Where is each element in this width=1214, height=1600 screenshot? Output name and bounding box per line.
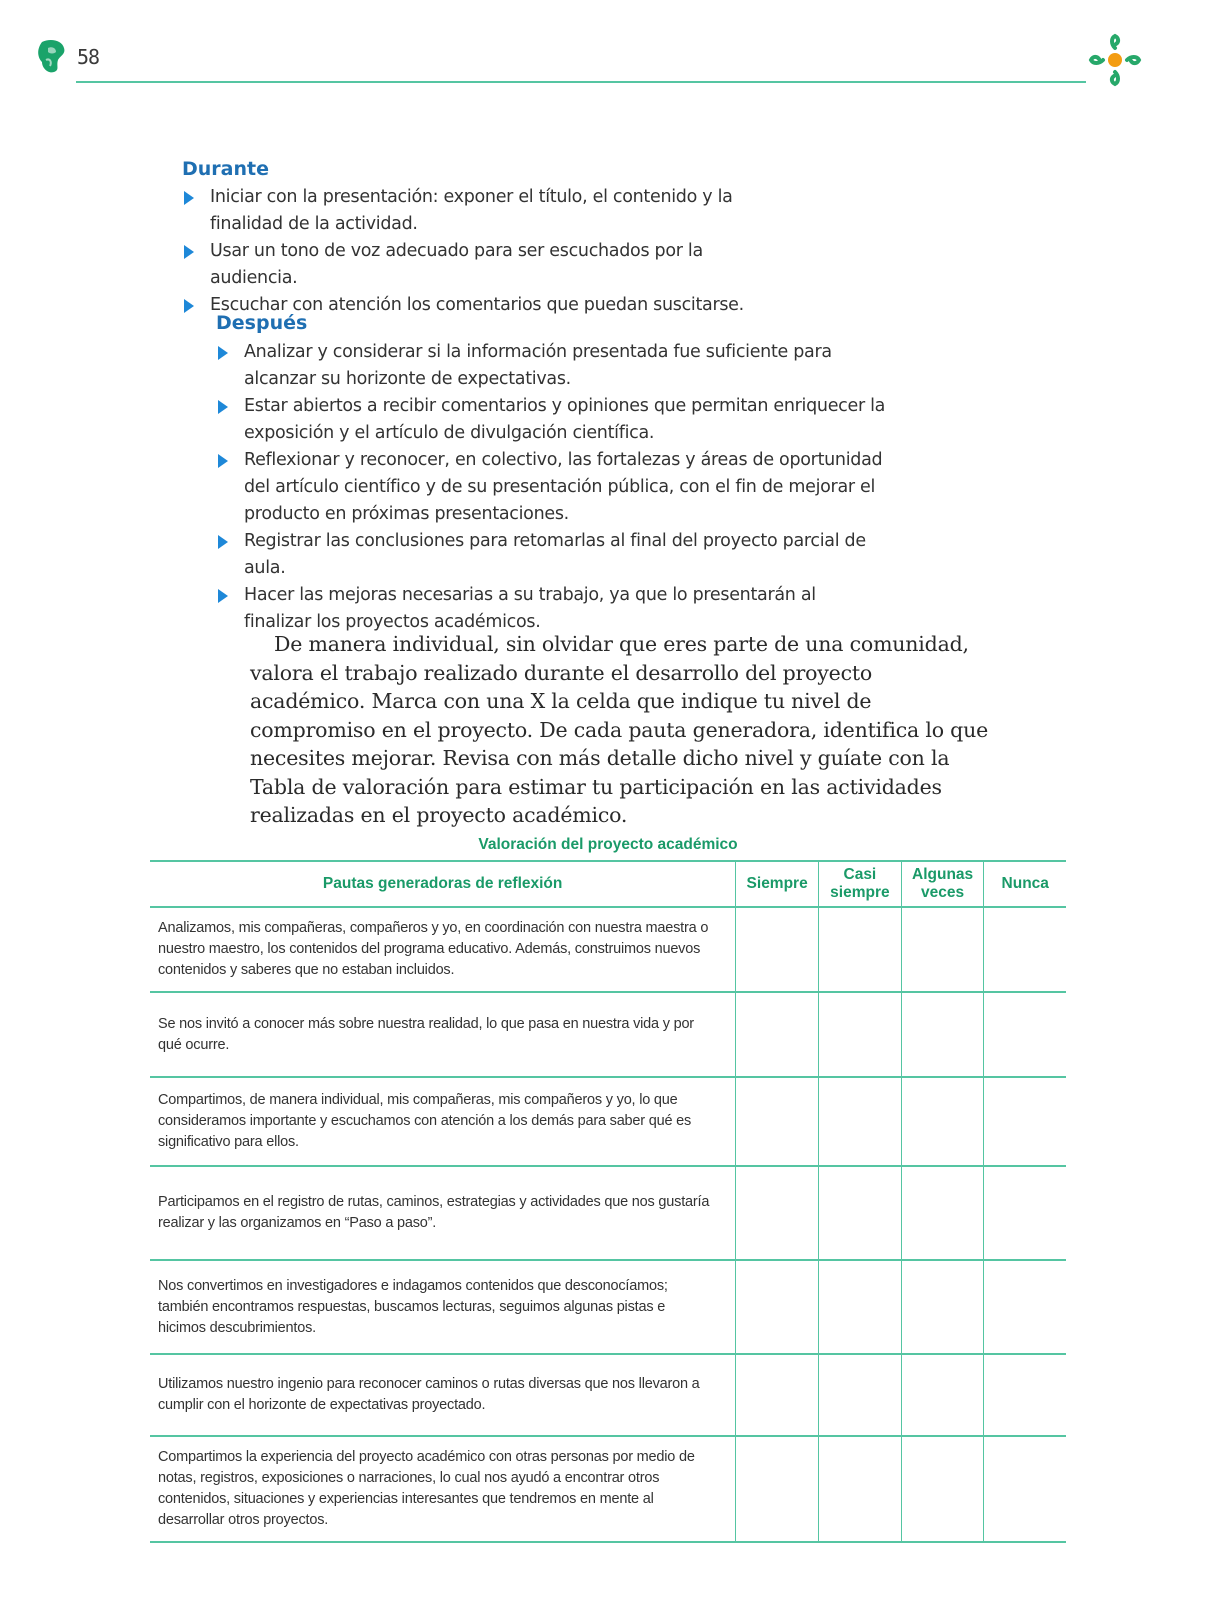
- table-row: [150, 907, 1066, 992]
- algunas-veces-cell[interactable]: [901, 907, 984, 992]
- list-item: Analizar y considerar si la información presentada fue suficiente para alcanzar su horizonte de expectativas.: [216, 339, 886, 393]
- header-pautas: Pautas generadoras de reflexión: [150, 861, 736, 907]
- table-row: [150, 1077, 1066, 1166]
- list-item: Iniciar con la presentación: exponer el título, el contenido y la finalidad de la actividad.: [182, 184, 782, 238]
- algunas-veces-cell[interactable]: [901, 992, 984, 1077]
- arrow-bullet-icon: [218, 400, 228, 414]
- table-header-row: [150, 861, 1066, 907]
- list-item: Registrar las conclusiones para retomarlas al final del proyecto parcial de aula.: [216, 528, 886, 582]
- table-row: [150, 1436, 1066, 1542]
- criterion-cell: Compartimos la experiencia del proyecto académico con otras personas por medio de notas, registros, exposiciones o narraciones, lo cual nos ayudó a encontrar otros contenidos, situaciones y experiencias interesantes que tendremos en mente al desarrollar otros proyectos.: [150, 1436, 736, 1542]
- arrow-bullet-icon: [218, 589, 228, 603]
- casi-siempre-cell[interactable]: [819, 1077, 902, 1166]
- casi-siempre-cell[interactable]: [819, 907, 902, 992]
- table-row: [150, 1354, 1066, 1436]
- criterion-cell: Participamos en el registro de rutas, caminos, estrategias y actividades que nos gustaría realizar y las organizamos en “Paso a paso”.: [150, 1166, 736, 1260]
- algunas-veces-cell[interactable]: [901, 1260, 984, 1354]
- arrow-bullet-icon: [218, 535, 228, 549]
- header-rule: [76, 81, 1086, 83]
- table-row: [150, 992, 1066, 1077]
- flower-logo-icon: [1085, 30, 1145, 90]
- algunas-veces-cell[interactable]: [901, 1436, 984, 1542]
- intro-paragraph: De manera individual, sin olvidar que eres parte de una comunidad, valora el trabajo realizado durante el desarrollo del proyecto académico. Marca con una X la celda que indique tu nivel de compromiso en el proyecto. De cada pauta generadora, identifica lo que necesites mejorar. Revisa con más detalle dicho nivel y guíate con la Tabla de valoración para estimar tu participación en las actividades realizadas en el proyecto académico.: [250, 632, 989, 827]
- casi-siempre-cell[interactable]: [819, 1436, 902, 1542]
- list-item: Estar abiertos a recibir comentarios y opiniones que permitan enriquecer la exposición y el artículo de divulgación científica.: [216, 393, 886, 447]
- list-item: Reflexionar y reconocer, en colectivo, las fortalezas y áreas de oportunidad del artículo científico y de su presentación pública, con el fin de mejorar el producto en próximas presentaciones.: [216, 447, 886, 528]
- nunca-cell[interactable]: [984, 1166, 1066, 1260]
- siempre-cell[interactable]: [736, 1436, 819, 1542]
- casi-siempre-cell[interactable]: [819, 1354, 902, 1436]
- nunca-cell[interactable]: [984, 1077, 1066, 1166]
- siempre-cell[interactable]: [736, 1166, 819, 1260]
- green-leaf-icon: [36, 38, 68, 74]
- despues-title: Después: [216, 312, 308, 334]
- list-item: Escuchar con atención los comentarios que puedan suscitarse.: [182, 292, 782, 319]
- table-row: [150, 1166, 1066, 1260]
- casi-siempre-cell[interactable]: [819, 1166, 902, 1260]
- durante-list: [182, 184, 782, 319]
- nunca-cell[interactable]: [984, 1260, 1066, 1354]
- arrow-bullet-icon: [218, 346, 228, 360]
- header-siempre: Siempre: [736, 861, 819, 907]
- arrow-bullet-icon: [184, 245, 194, 259]
- siempre-cell[interactable]: [736, 907, 819, 992]
- casi-siempre-cell[interactable]: [819, 1260, 902, 1354]
- siempre-cell[interactable]: [736, 1077, 819, 1166]
- table-row: [150, 1260, 1066, 1354]
- algunas-veces-cell[interactable]: [901, 1354, 984, 1436]
- criterion-cell: Utilizamos nuestro ingenio para reconocer caminos o rutas diversas que nos llevaron a cumplir con el horizonte de expectativas proyectado.: [150, 1354, 736, 1436]
- header-nunca: Nunca: [984, 861, 1066, 907]
- page-header: [0, 0, 1214, 100]
- algunas-veces-cell[interactable]: [901, 1077, 984, 1166]
- nunca-cell[interactable]: [984, 1436, 1066, 1542]
- header-casi-siempre: Casi siempre: [819, 861, 902, 907]
- criterion-cell: Nos convertimos en investigadores e indagamos contenidos que desconocíamos; también encontramos respuestas, buscamos lecturas, seguimos algunas pistas e hicimos descubrimientos.: [150, 1260, 736, 1354]
- algunas-veces-cell[interactable]: [901, 1166, 984, 1260]
- arrow-bullet-icon: [218, 454, 228, 468]
- siempre-cell[interactable]: [736, 1260, 819, 1354]
- siempre-cell[interactable]: [736, 1354, 819, 1436]
- nunca-cell[interactable]: [984, 992, 1066, 1077]
- list-item: Hacer las mejoras necesarias a su trabajo, ya que lo presentarán al finalizar los proyectos académicos.: [216, 582, 886, 636]
- nunca-cell[interactable]: [984, 907, 1066, 992]
- list-item: Usar un tono de voz adecuado para ser escuchados por la audiencia.: [182, 238, 782, 292]
- criterion-cell: Analizamos, mis compañeras, compañeros y yo, en coordinación con nuestra maestra o nuestro maestro, los contenidos del programa educativo. Además, construimos nuevos contenidos y saberes que no estaban incluidos.: [150, 907, 736, 992]
- nunca-cell[interactable]: [984, 1354, 1066, 1436]
- arrow-bullet-icon: [184, 191, 194, 205]
- header-algunas-veces: Algunas veces: [901, 861, 984, 907]
- valoracion-table: [150, 860, 1066, 1543]
- arrow-bullet-icon: [184, 299, 194, 313]
- siempre-cell[interactable]: [736, 992, 819, 1077]
- page-number: 58: [77, 45, 100, 69]
- criterion-cell: Compartimos, de manera individual, mis compañeras, mis compañeros y yo, lo que consideramos importante y escuchamos con atención a los demás para saber qué es significativo para ellos.: [150, 1077, 736, 1166]
- durante-title: Durante: [182, 158, 269, 180]
- table-caption: Valoración del proyecto académico: [478, 836, 738, 853]
- criterion-cell: Se nos invitó a conocer más sobre nuestra realidad, lo que pasa en nuestra vida y por qué ocurre.: [150, 992, 736, 1077]
- casi-siempre-cell[interactable]: [819, 992, 902, 1077]
- despues-list: [216, 339, 886, 636]
